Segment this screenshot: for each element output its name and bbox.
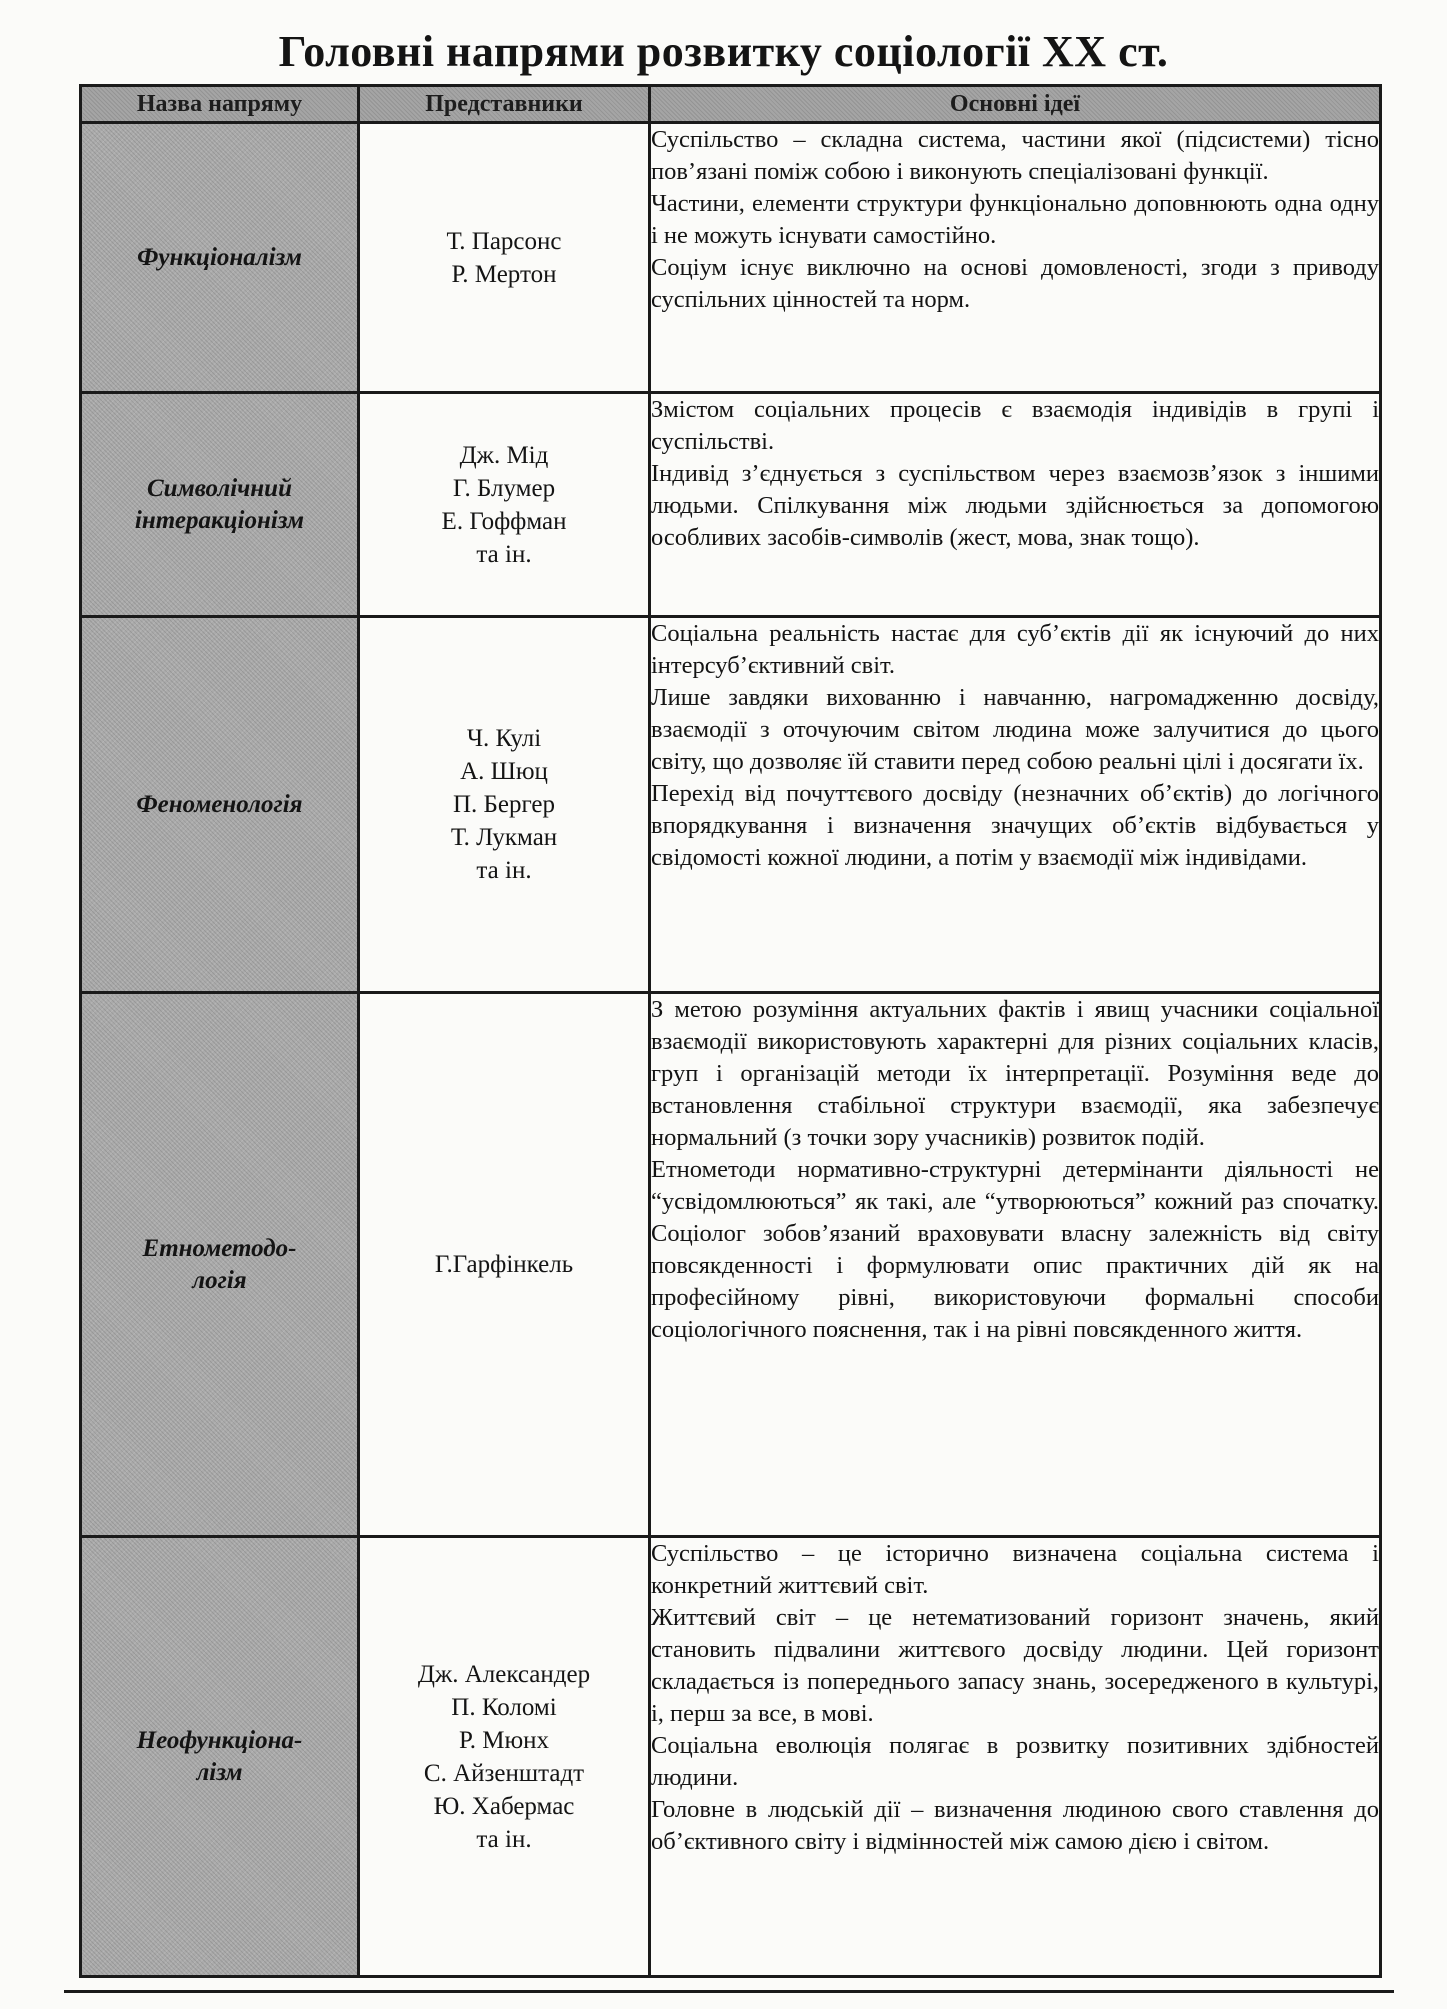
direction-name-cell [81,123,359,393]
representative-name: Дж. Мід [459,441,549,469]
idea-paragraph: Індивід з’єднується з суспільством через взаємозв’язок з іншими людьми. Спілкування між людьми здійснюється за допомогою особливих засобів-символів (жест, мова, знак тощо). [651,460,1379,551]
idea-paragraph: Лише завдяки вихованню і навчанню, нагромадженню досвіду, взаємодії з оточуючим світом людина може залучитися до цього світу, що дозволяє їй ставити перед собою реальні цілі і досягати їх. [651,684,1379,775]
idea-paragraph: Суспільство – це історично визначена соціальна система і конкретний життєвий світ. [651,1540,1379,1599]
representative-name: Т. Лукман [450,824,558,851]
representatives-cell [359,393,650,617]
direction-name-cell [81,617,359,993]
idea-paragraph: Соціум існує виключно на основі домовленості, згоди з приводу суспільних цінностей та норм. [651,254,1379,313]
representatives-cell [359,617,650,993]
direction-name: Неофункціона- [136,1726,303,1754]
direction-name: Функціоналізм [137,243,302,271]
main-ideas-cell [650,393,1381,617]
idea-paragraph: Соціальна еволюція полягає в розвитку позитивних здібностей людини. [651,1732,1379,1791]
representative-name: Г.Гарфінкель [434,1251,574,1278]
table-row [81,617,1381,993]
representative-name: А. Шюц [460,758,548,785]
idea-paragraph: Етнометоди нормативно-структурні детермінанти діяльності не “усвідомлюються” як такі, але “утворюються” кожний раз спочатку. Соціолог зобов’язаний враховувати власну залежність від світу повсякденності і формулювати опис практичних дій як на професійному рівні, використовуючи формальні способи соціологічного пояснення, так і на рівні повсякденного життя. [651,1156,1379,1343]
idea-paragraph: Частини, елементи структури функціонально доповнюють одна одну і не можуть існувати самостійно. [651,190,1379,249]
table-row [81,1537,1381,1977]
sociology-directions-table [79,84,1382,1978]
representative-name: Г. Блумер [452,474,556,502]
idea-paragraph: З метою розуміння актуальних фактів і явищ учасники соціальної взаємодії використовують характерні для різних соціальних класів, груп і організацій методи їх інтерпретації. Розуміння веде до встановлення стабільної структури взаємодії, яка забезпечує нормальний (з точки зору учасників) розвиток подій. [651,996,1379,1151]
representative-name: Ю. Хабермас [433,1792,575,1820]
representative-name: та ін. [476,857,532,884]
idea-paragraph: Головне в людській дії – визначення людиною свого ставлення до об’єктивного світу і відмінностей між самою дією і світом. [651,1796,1379,1855]
direction-name: Феноменологія [136,790,303,818]
representatives-cell [359,993,650,1537]
table-row [81,993,1381,1537]
representative-name: та ін. [476,540,532,568]
main-ideas-cell [650,993,1381,1537]
table-row [81,393,1381,617]
idea-paragraph: Соціальна реальність настає для суб’єктів дії як існуючий до них інтерсуб’єктивний світ. [651,620,1379,679]
direction-name: Етнометодо- [142,1234,297,1262]
representatives-cell [359,123,650,393]
representative-name: С. Айзенштадт [423,1759,585,1787]
representative-name: Дж. Александер [417,1660,591,1688]
direction-name: логія [192,1266,247,1294]
column-header-representatives: Представники [359,86,650,123]
representative-name: та ін. [476,1825,532,1853]
direction-name: інтеракціонізм [134,506,305,534]
idea-paragraph: Суспільство – складна система, частини якої (підсистеми) тісно пов’язані поміж собою і виконують спеціалізовані функції. [651,126,1379,185]
main-ideas-cell [650,617,1381,993]
direction-name-cell [81,1537,359,1977]
direction-name-cell [81,993,359,1537]
bottom-divider [64,1990,1394,1993]
idea-paragraph: Змістом соціальних процесів є взаємодія індивідів в групі і суспільстві. [651,396,1379,455]
representative-name: Р. Мюнх [458,1726,550,1754]
representative-name: Е. Гоффман [441,507,567,535]
representative-name: Т. Парсонс [446,227,562,255]
column-header-direction-name: Назва напряму [81,86,359,123]
representatives-cell [359,1537,650,1977]
representative-name: П. Бергер [452,791,556,818]
direction-name: лізм [196,1758,243,1786]
direction-name-cell [81,393,359,617]
page-title: Головні напрями розвитку соціології XX ст. [278,27,1169,76]
column-header-main-ideas: Основні ідеї [650,86,1381,123]
idea-paragraph: Перехід від почуттєвого досвіду (незначних об’єктів) до логічного впорядкування і визначення значущих об’єктів відбувається у свідомості кожної людини, а потім у взаємодії між індивідами. [651,780,1379,871]
direction-name: Символічний [146,474,292,502]
main-ideas-cell [650,1537,1381,1977]
main-ideas-cell [650,123,1381,393]
representative-name: Р. Мертон [451,260,557,288]
representative-name: Ч. Кулі [466,725,542,752]
representative-name: П. Коломі [451,1693,557,1721]
table-header-row [81,86,1381,123]
table-row [81,123,1381,393]
idea-paragraph: Життєвий світ – це нетематизований горизонт значень, який становить підвалини життєвого досвіду людини. Цей горизонт складається із попереднього запасу знань, зосередженого в культурі, і, перш за все, в мові. [651,1604,1379,1727]
